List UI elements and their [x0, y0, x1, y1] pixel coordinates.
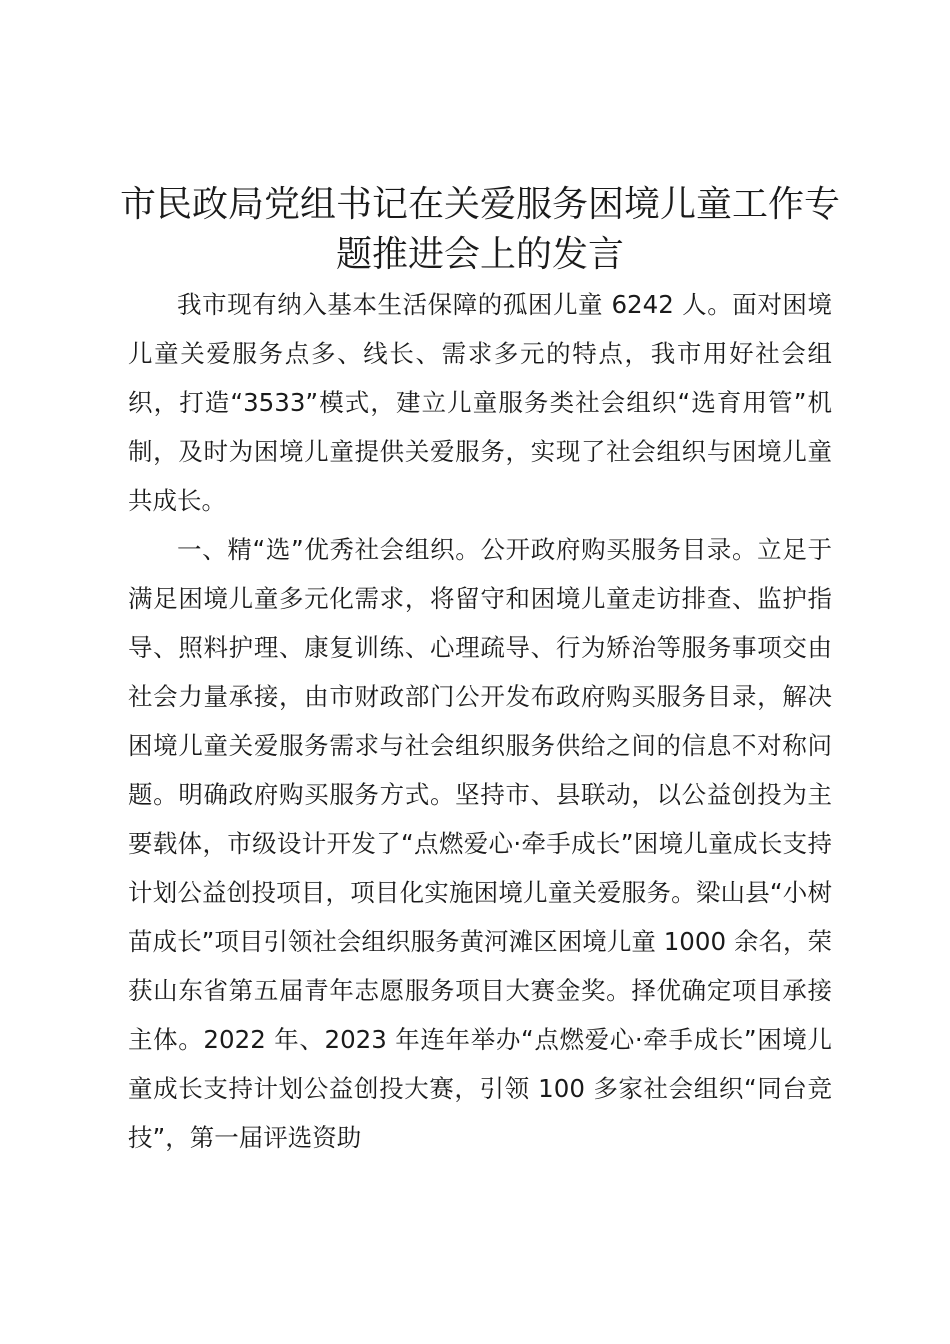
paragraph-intro: 我市现有纳入基本生活保障的孤困儿童 6242 人。面对困境儿童关爱服务点多、线长、需求多元的特点，我市用好社会组织，打造“3533”模式，建立儿童服务类社会组织“选育用管”机制，及时为困境儿童提供关爱服务，实现了社会组织与困境儿童共成长。 [128, 290, 832, 515]
document-body [128, 280, 832, 1162]
document-title: 市民政局党组书记在关爱服务困境儿童工作专题推进会上的发言 [120, 184, 841, 275]
paragraph-section-one: 一、精“选”优秀社会组织。公开政府购买服务目录。立足于满足困境儿童多元化需求，将留守和困境儿童走访排查、监护指导、照料护理、康复训练、心理疏导、行为矫治等服务事项交由社会力量承接，由市财政部门公开发布政府购买服务目录，解决困境儿童关爱服务需求与社会组织服务供给之间的信息不对称问题。明确政府购买服务方式。坚持市、县联动，以公益创投为主要载体，市级设计开发了“点燃爱心·牵手成长”困境儿童成长支持计划公益创投项目，项目化实施困境儿童关爱服务。梁山县“小树苗成长”项目引领社会组织服务黄河滩区困境儿童 1000 余名，荣获山东省第五届青年志愿服务项目大赛金奖。择优确定项目承接主体。2022 年、2023 年连年举办“点燃爱心·牵手成长”困境儿童成长支持计划公益创投大赛，引领 100 多家社会组织“同台竞技”，第一届评选资助 [128, 535, 832, 1152]
